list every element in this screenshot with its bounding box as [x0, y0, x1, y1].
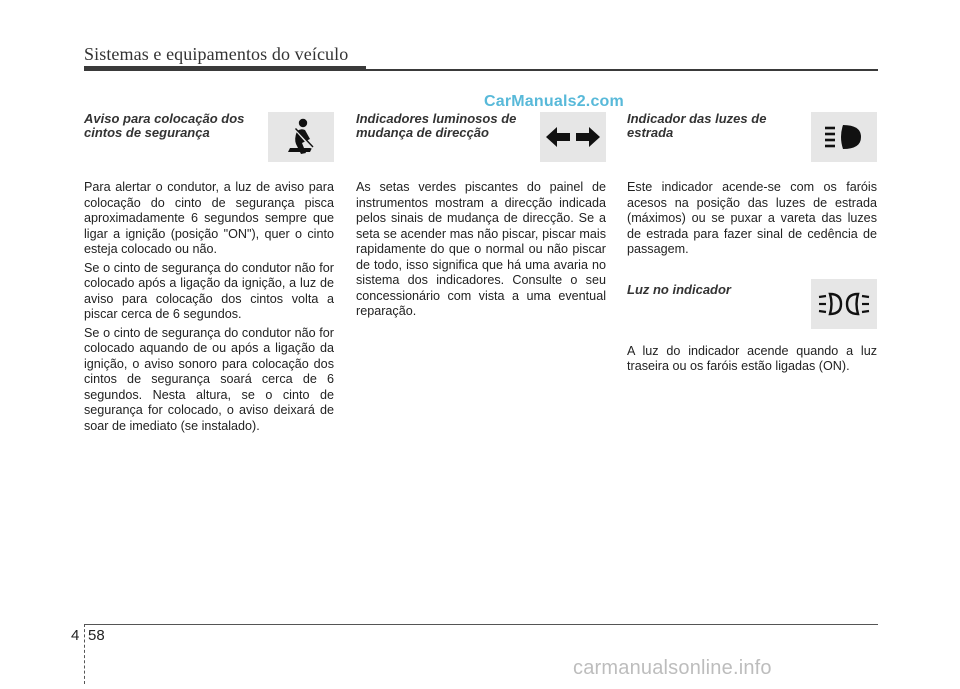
section-turn-signal — [356, 112, 606, 320]
paragraph: A luz do indicador acende quando a luz traseira ou os faróis estão ligadas (ON). — [627, 343, 877, 373]
footer-rule — [84, 624, 878, 625]
paragraph: Para alertar o condutor, a luz de aviso para colocação do cinto de segurança pisca aproximadamente 6 segundos sempre que ligar a ignição (posição "ON"), quer o cinto esteja colocado ou não. — [84, 180, 334, 256]
section-light-on — [627, 283, 877, 375]
section-title: Indicador das luzes de estrada — [627, 111, 767, 140]
page-number: 58 — [88, 627, 105, 644]
chapter-number: 4 — [71, 627, 80, 644]
watermark-carmanuals2[interactable]: CarManuals2.com — [484, 93, 624, 110]
high-beam-icon — [811, 112, 877, 162]
position-lamp-icon — [811, 279, 877, 329]
paragraph: Se o cinto de segurança do condutor não for colocado aquando de ou após a ligação da ignição, o aviso sonoro para colocação dos cintos de segurança soará cerca de 6 segundos. Nesta altura, se o cinto de segurança for colocado, o aviso deixará de soar de imediato (se instalado). — [84, 325, 334, 433]
section-seatbelt — [84, 112, 334, 434]
header-rule-thick — [84, 66, 366, 71]
footer-divider — [84, 624, 86, 684]
section-title: Luz no indicador — [627, 281, 731, 297]
section-high-beam — [627, 112, 877, 375]
paragraph: Este indicador acende-se com os faróis acesos na posição das luzes de estrada (máximos) ou se puxar a vareta das luzes de estrada para fazer sinal de cedência de passagem. — [627, 180, 877, 256]
page-header-title: Sistemas e equipamentos do veículo — [84, 44, 349, 64]
paragraph: Se o cinto de segurança do condutor não for colocado após a ligação da ignição, a luz de aviso para colocação dos cintos volta a piscar cerca de 6 segundos. — [84, 260, 334, 321]
seatbelt-warning-icon — [268, 112, 334, 162]
header-rule-thin — [366, 69, 878, 71]
turn-signal-arrows-icon — [540, 112, 606, 162]
paragraph: As setas verdes piscantes do painel de instrumentos mostram a direcção indicada pelos sinais de mudança de direcção. Se a seta se acender mas não piscar, piscar mais rapidamente do que o normal ou não piscar de todo, isso significa que há uma avaria no sistema dos indicadores. Consulte o seu concessionário com vista a uma eventual reparação. — [356, 180, 606, 318]
section-title: Aviso para colocação dos cintos de segurança — [84, 111, 245, 140]
section-title: Indicadores luminosos de mudança de direcção — [356, 111, 517, 140]
watermark-carmanualsonline[interactable]: carmanualsonline.info — [573, 657, 772, 679]
